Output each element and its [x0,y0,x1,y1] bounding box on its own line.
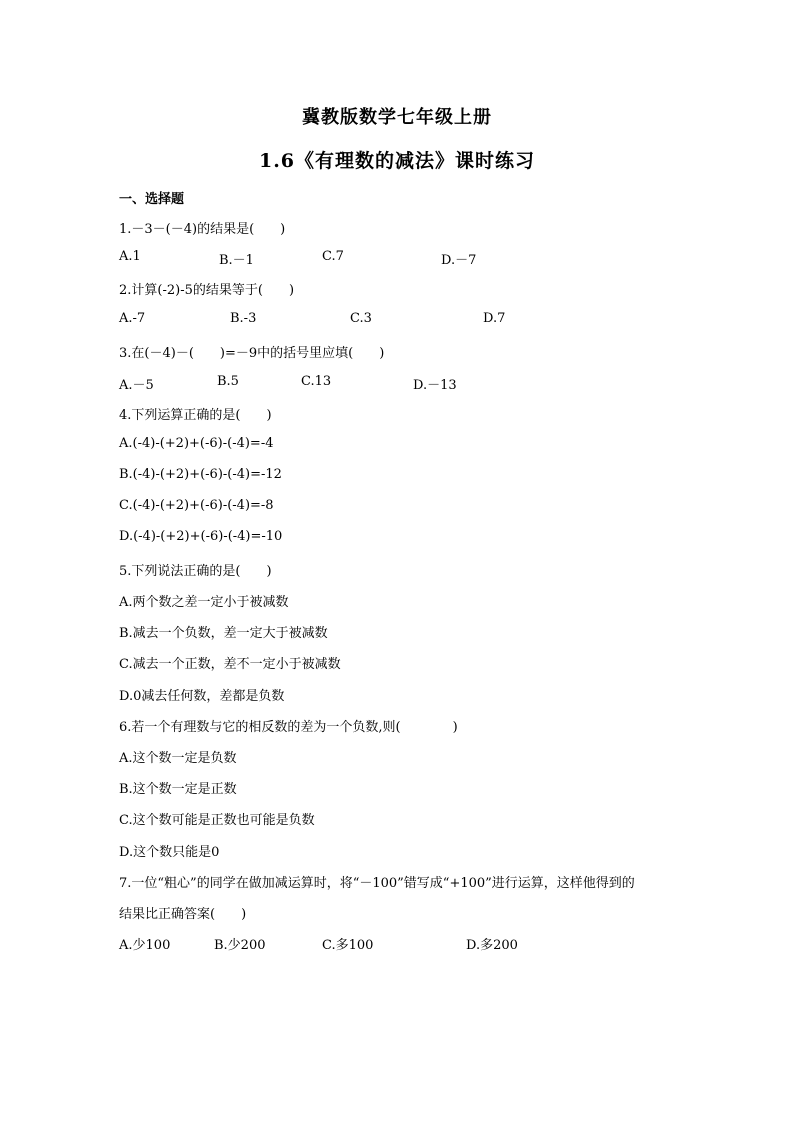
question-3-option-c: C.13 [301,374,332,389]
question-3-stem: 3.在(－4)－( )=－9中的括号里应填( ) [119,346,385,361]
question-5-option-b: B.减去一个负数，差一定大于被减数 [119,626,328,641]
question-6-option-a: A.这个数一定是负数 [119,751,237,766]
question-1-option-b: B.－1 [219,253,254,268]
question-6-stem: 6.若一个有理数与它的相反数的差为一个负数,则( ) [119,720,458,735]
question-3-option-d: D.－13 [413,378,457,393]
question-1-option-c: C.7 [322,249,344,264]
question-2-option-c: C.3 [350,311,372,326]
question-4-stem: 4.下列运算正确的是( ) [119,408,272,423]
question-3-option-b: B.5 [217,374,239,389]
question-7-option-c: C.多100 [322,938,374,953]
question-2-option-d: D.7 [483,311,506,326]
question-5-option-a: A.两个数之差一定小于被减数 [119,595,289,610]
question-5-option-d: D.0减去任何数，差都是负数 [119,689,285,704]
question-4-option-a: A.(-4)-(+2)+(-6)-(-4)=-4 [119,436,274,451]
question-4-option-d: D.(-4)-(+2)+(-6)-(-4)=-10 [119,529,283,544]
question-7-option-d: D.多200 [466,938,518,953]
question-2-stem: 2.计算(-2)-5的结果等于( ) [119,283,295,298]
question-7-option-b: B.少200 [214,938,266,953]
document-title: 冀教版数学七年级上册 [302,107,492,128]
question-2-option-a: A.-7 [119,311,146,326]
section-heading: 一、选择题 [119,192,185,207]
document-subtitle: 1.6《有理数的减法》课时练习 [258,150,536,172]
question-6-option-d: D.这个数只能是0 [119,845,220,860]
question-3-option-a: A.－5 [119,378,154,393]
question-6-option-b: B.这个数一定是正数 [119,782,237,797]
question-5-stem: 5.下列说法正确的是( ) [119,564,272,579]
question-7-stem-continued: 结果比正确答案( ) [119,907,247,922]
question-2-option-b: B.-3 [230,311,257,326]
question-1-option-a: A.1 [119,249,141,264]
question-7-option-a: A.少100 [119,938,171,953]
question-6-option-c: C.这个数可能是正数也可能是负数 [119,813,315,828]
question-7-stem: 7.一位“粗心”的同学在做加减运算时，将“－100”错写成“+100”进行运算，这样他得到的 [119,876,635,891]
question-1-stem: 1.－3－(－4)的结果是( ) [119,222,286,237]
question-5-option-c: C.减去一个正数，差不一定小于被减数 [119,657,341,672]
question-1-option-d: D.－7 [441,253,477,268]
question-4-option-c: C.(-4)-(+2)+(-6)-(-4)=-8 [119,498,274,513]
question-4-option-b: B.(-4)-(+2)+(-6)-(-4)=-12 [119,467,282,482]
